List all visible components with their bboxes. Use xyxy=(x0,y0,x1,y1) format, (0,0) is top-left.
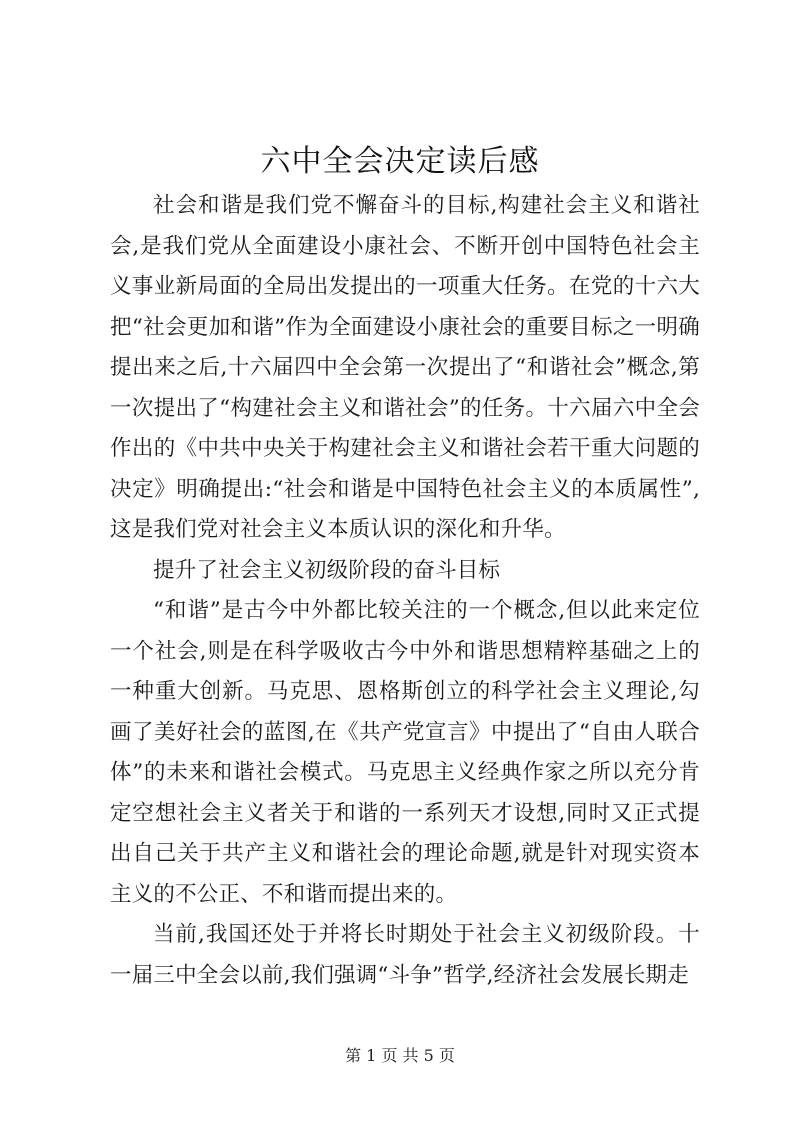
document-body xyxy=(110,186,700,996)
section-heading: 提升了社会主义初级阶段的奋斗目标 xyxy=(153,557,501,583)
document-title: 六中全会决定读后感 xyxy=(260,144,540,179)
paragraph-harmony-concept: “和谐”是古今中外都比较关注的一个概念,但以此来定位一个社会,则是在科学吸收古今中外和谐思想精粹基础之上的一种重大创新。马克思、恩格斯创立的科学社会主义理论,勾画了美好社会的蓝图,在《共产党宣言》中提出了“自由人联合体”的未来和谐社会模式。马克思主义经典作家之所以充分肯定空想社会主义者关于和谐的一系列天才设想,同时又正式提出自己关于共产主义和谐社会的理论命题,就是针对现实资本主义的不公正、不和谐而提出来的。 xyxy=(110,598,700,907)
paragraph-current-stage: 当前,我国还处于并将长时期处于社会主义初级阶段。十一届三中全会以前,我们强调“斗争”哲学,经济社会发展长期走 xyxy=(110,922,700,988)
paragraph-intro: 社会和谐是我们党不懈奋斗的目标,构建社会主义和谐社会,是我们党从全面建设小康社会、不断开创中国特色社会主义事业新局面的全局出发提出的一项重大任务。在党的十六大把“社会更加和谐”作为全面建设小康社会的重要目标之一明确提出来之后,十六届四中全会第一次提出了“和谐社会”概念,第一次提出了“构建社会主义和谐社会”的任务。十六届六中全会作出的《中共中央关于构建社会主义和谐社会若干重大问题的决定》明确提出:“社会和谐是中国特色社会主义的本质属性”,这是我们党对社会主义本质认识的深化和升华。 xyxy=(110,193,700,542)
page-number-footer: 第 1 页 共 5 页 xyxy=(345,1046,455,1065)
